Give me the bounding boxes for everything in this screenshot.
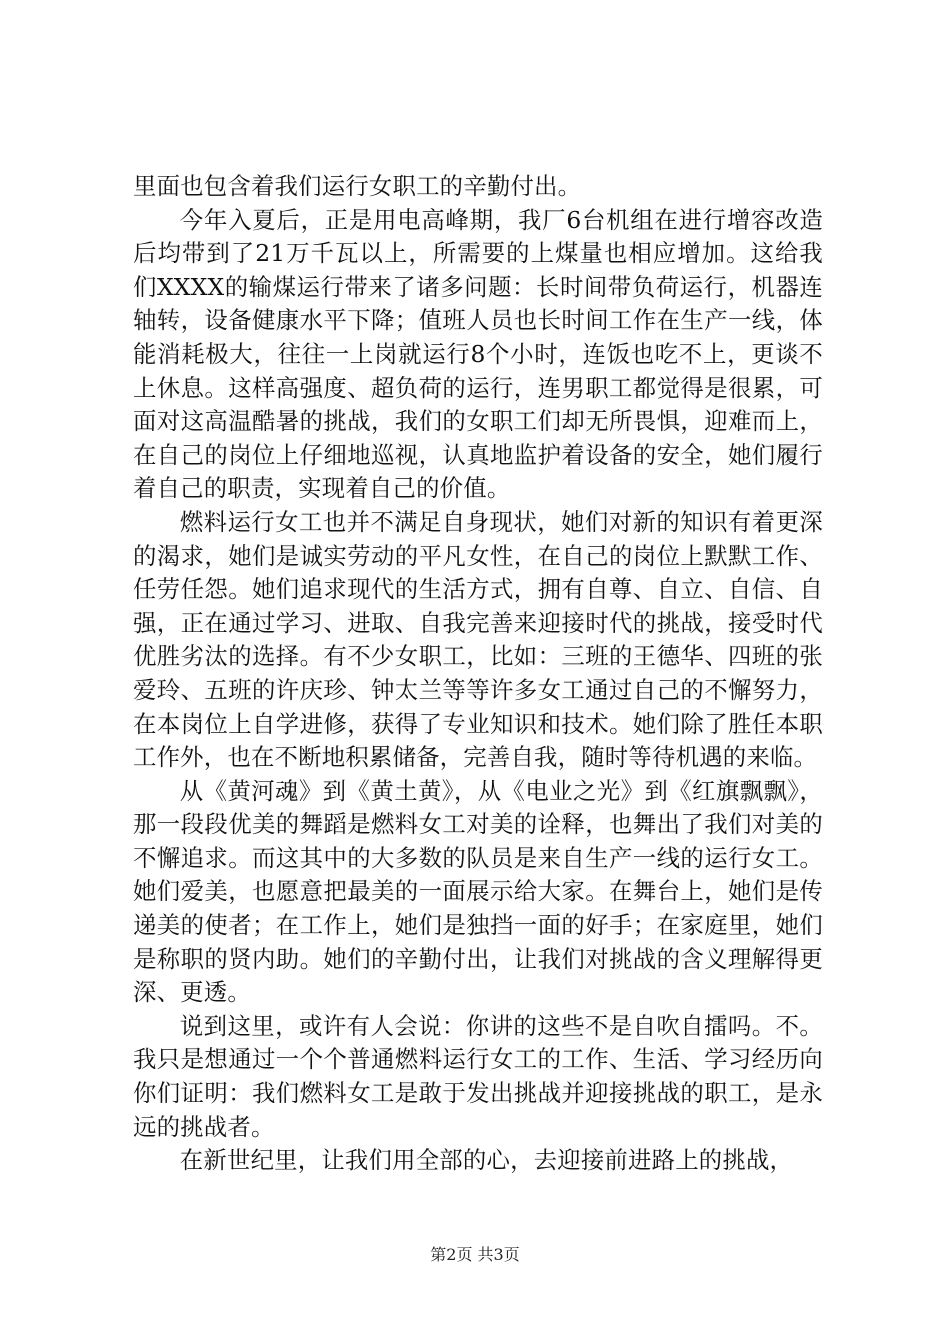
paragraph: 燃料运行女工也并不满足自身现状，她们对新的知识有着更深的渴求，她们是诚实劳动的平凡女性，在自己的岗位上默默工作、任劳任怨。她们追求现代的生活方式，拥有自尊、自立、自信、自强，正在通过学习、进取、自我完善来迎接时代的挑战，接受时代优胜劣汰的选择。有不少女职工，比如：三班的王德华、四班的张爱玲、五班的许庆珍、钟太兰等等许多女工通过自己的不懈努力，在本岗位上自学进修，获得了专业知识和技术。她们除了胜任本职工作外，也在不断地积累储备，完善自我，随时等待机遇的来临。 [133,507,823,772]
paragraph: 说到这里，或许有人会说：你讲的这些不是自吹自擂吗。不。我只是想通过一个个普通燃料运行女工的工作、生活、学习经历向你们证明：我们燃料女工是敢于发出挑战并迎接挑战的职工，是永远的挑战者。 [133,1011,823,1141]
document-body [133,170,823,1178]
paragraph: 在新世纪里，让我们用全部的心，去迎接前进路上的挑战， [179,1146,794,1175]
paragraph: 里面也包含着我们运行女职工的辛勤付出。 [133,172,582,200]
page-number-footer: 第2页 共3页 [430,1245,520,1264]
paragraph: 今年入夏后，正是用电高峰期，我厂6台机组在进行增容改造后均带到了21万千瓦以上，所需要的上煤量也相应增加。这给我们XXXX的输煤运行带来了诸多问题：长时间带负荷运行，机器连轴转，设备健康水平下降；值班人员也长时间工作在生产一线，体能消耗极大，往往一上岗就运行8个小时，连饭也吃不上，更谈不上休息。这样高强度、超负荷的运行，连男职工都觉得是很累，可面对这高温酷暑的挑战，我们的女职工们却无所畏惧，迎难而上，在自己的岗位上仔细地巡视，认真地监护着设备的安全，她们履行着自己的职责，实现着自己的价值。 [133,205,823,503]
paragraph: 从《黄河魂》到《黄土黄》，从《电业之光》到《红旗飘飘》，那一段段优美的舞蹈是燃料女工对美的诠释，也舞出了我们对美的不懈追求。而这其中的大多数的队员是来自生产一线的运行女工。她们爱美，也愿意把最美的一面展示给大家。在舞台上，她们是传递美的使者；在工作上，她们是独挡一面的好手；在家庭里，她们是称职的贤内助。她们的辛勤付出，让我们对挑战的含义理解得更深、更透。 [133,776,823,1007]
